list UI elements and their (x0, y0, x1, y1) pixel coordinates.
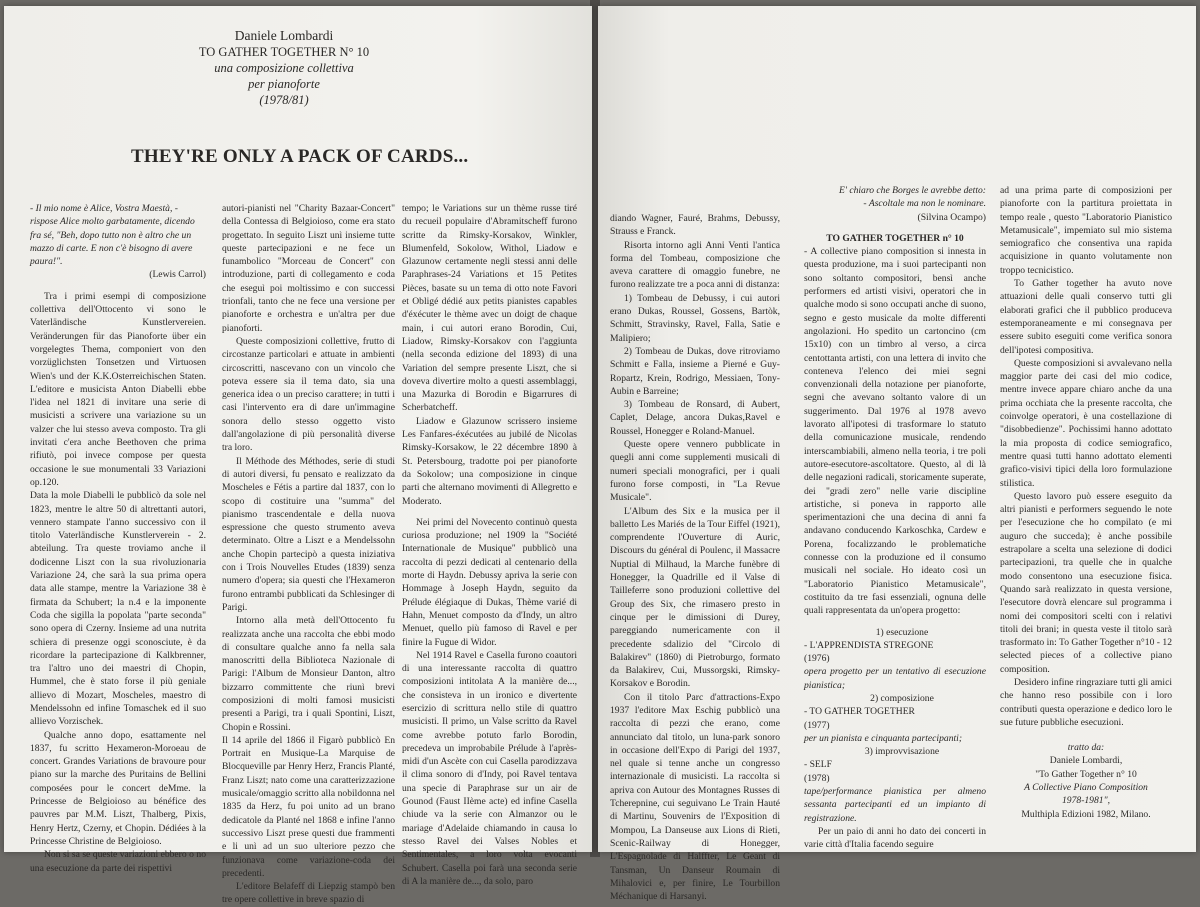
citation-line: 1978-1981", (1062, 795, 1110, 807)
paragraph: Queste composizioni collettive, frutto di circostanze particolari e attuate in ambienti circoscritti, nascevano con un vincolo che poteva essere sia il tema dato, sia una generica idea o un preciso carattere; in tutti i casi l'intervento era di dare un'immagine sonora dello stesso oggetto visto dall'angolazione di più personalità diverse tra loro. (222, 335, 395, 454)
list-item: - TO GATHER TOGETHER (804, 706, 915, 718)
citation-line: Multhipla Edizioni 1982, Milano. (1021, 808, 1151, 820)
list-item: (1978) (804, 772, 830, 784)
paragraph: Questo lavoro può essere eseguito da altri pianisti e performers seguendo le note per l'esecuzione che ho compilato (e mi auguro che succeda); è anche possibile estrapolare a scelta una selezione di dodici partecipazioni, tra quelle che in qualche modo consentono una esecuzione fisica. Quando sarà realizzato in questa versione, l'esecutore dovrà elencare sul programma i nomi dei compositori scelti con i relativi titoli dei brani; in questa veste il titolo sarà trasformato in: To Gather Together n°10 - 12 selected pieces of a collective piano composition. (1000, 490, 1172, 675)
citation-line: tratto da: (1067, 742, 1105, 754)
left-column-1 (30, 202, 206, 875)
list-item: (1976) (804, 653, 830, 665)
list-item: opera progetto per un tentativo di esecuzione pianistica; (804, 666, 986, 691)
right-column-1 (610, 212, 780, 903)
list-item: 3) Tombeau de Ronsard, di Aubert, Caplet, Delage, ancora Dukas,Ravel e Roussel, Honegger e Roland-Manuel. (610, 399, 780, 437)
citation-line: A Collective Piano Composition (1024, 782, 1148, 794)
left-page (4, 6, 592, 906)
section-heading: TO GATHER TOGETHER n° 10 (826, 232, 964, 244)
paragraph: L'editore Belafeff di Liepzig stampò ben tre opere collettive in breve spazio di (222, 881, 395, 906)
borges-quote-line-1: E' chiaro che Borges le avrebbe detto: (839, 185, 986, 196)
list-item: 3) improvvisazione (864, 746, 940, 758)
paragraph: autori-pianisti nel "Charity Bazaar-Concert" della Contessa di Belgioioso, come era stato progettato. In seguito Liszt unì insieme tutte queste partecipazioni e ne fece un funambolico "Morceau de Concert" con introduzione, parti di collegamento e coda che eseguì poi moltissimo e con successi trionfali, tanto che ne fece una versione per pianoforte e orchestra e un'altra per due pianoforti. (222, 203, 395, 334)
list-item: 1) esecuzione (875, 626, 929, 638)
paragraph: Data la mole Diabelli le pubblicò da sole nel 1823, mentre le altre 50 di altrettanti autori, vennero stampate l'anno successivo con il titolo Vaterländische Kunstlerverein - 2. abteilung. Tra queste troviamo anche il dodicenne Liszt con la sua rivoluzionaria Variazione 24, che sarà la sua prima opera data alle stampe, mentre la Variazione 38 è firmata da Schubert; la n.4 e la imponente Coda che sigilla la popolata "parte seconda" sono opera di Czerny. Insieme ad una nutrita schiera di presenze oggi sconosciute, è da ricordare la partecipazione di Kalkbrenner, tra l'altro uno dei maestri di Chopin, Hummel, che è stato forse il più geniale allievo di Mozart, Moscheles, maestro di Mendelssohn ed infine Tomaschek ed il suo allievo Vorzischek. (30, 490, 206, 728)
list-item: 2) Tombeau de Dukas, dove ritroviamo Schmitt e Falla, insieme a Pierné e Guy-Ropartz, Krein, Rodrigo, Messiaen, Tony-Aubin e Barreine; (610, 345, 780, 397)
main-title: THEY'RE ONLY A PACK OF CARDS... (131, 146, 469, 167)
left-column-3 (402, 202, 577, 888)
paragraph: Queste opere vennero pubblicate in quegli anni come supplementi musicali di numeri speciali monografici, per i quali furono forse composti, in "La Revue Musicale". (610, 439, 780, 504)
source-citation (1000, 741, 1172, 821)
list-item: (1977) (804, 719, 830, 731)
paragraph: Il Méthode des Méthodes, serie di studi di autori diversi, fu pensato e realizzato da Moscheles e Fétis a partire dal 1837, con lo scopo di costituire una "summa" del pianismo trascendentale e della nuova espressione che questo strumento aveva determinato. Oltre a Liszt e a Mendelssohn anche Chopin partecipò a questa iniziativa con i Trois Nouvelles Etudes (1839) senza numero d'opera; sia questi che l'Hexameron furono entrambi pubblicati da Schlesinger di Parigi. (222, 455, 395, 613)
work-years: (1978/81) (259, 93, 309, 107)
paragraph: Con il titolo Parc d'attractions-Expo 1937 l'editore Max Eschig pubblicò una raccolta di pezzi che erano, come annunciato dal titolo, un luna-park sonoro in occasione dell'Expo di Parigi del 1937, nel quale si tenne anche un congresso internazionale di musicisti. La raccolta si apriva con Autour des Montagnes Russes di Tcherepnine, cui seguivano Le Train Hauté di Martinu, Souvenirs de l'Exposition di Mompou, La Danseuse aux Lions di Rieti, Scenic-Railway di Honegger, L'Espagnolade di Halffter, Le Geant di Tansman, Un Danseur Roumain di Mihalovici e, per finire, Le Tourbillon Méchanique di Harsanyi. (610, 691, 780, 903)
borges-quote-line-2: - Ascoltale ma non le nominare. (863, 198, 986, 210)
work-subtitle-1: una composizione collettiva (214, 61, 354, 75)
paragraph: Il 14 aprile del 1866 il Figarò pubblicò En Portrait en Musique-La Marquise de Blocqueville par Henry Herz, Francis Planté, Franz Liszt; nato come una caratterizzazione musicale/omaggio scritto alla nobildonna nel 1835 da Herz, fu poi unito ad un brano dedicatole da Planté nel 1868 e infine l'anno successivo Liszt prese questi due frammenti e li unì ad un suo ulteriore pezzo che funzionava come variazione-coda dei precedenti. (222, 734, 395, 879)
work-title: TO GATHER TOGETHER N° 10 (198, 45, 370, 59)
right-column-3 (1000, 184, 1172, 821)
borges-quote-author: (Silvina Ocampo) (917, 211, 986, 223)
paragraph: diando Wagner, Fauré, Brahms, Debussy, Strauss e Franck. (610, 213, 780, 238)
author-name: Daniele Lombardi (234, 28, 334, 43)
alice-quote-author: (Lewis Carrol) (149, 269, 206, 281)
list-item: - SELF (804, 759, 832, 771)
work-subtitle-2: per pianoforte (248, 77, 320, 91)
citation-line: Daniele Lombardi, (1049, 755, 1123, 767)
list-item: - L'APPRENDISTA STREGONE (804, 639, 934, 651)
paragraph: Tra i primi esempi di composizione collettiva dell'Ottocento vi sono le Vaterländische Kunstlervereien. Veränderungen für das Pianoforte über ein vorgelegtes Thema, componiert von den vorzüglichsten Tonsetzen und Virtuosen Wien's und der K.K.Osterreichischen Staten. L'editore e musicista Anton Diabelli ebbe l'idea nel 1821 di invitare una serie di musicisti a scrivere una variazione su un valzer che lui stesso aveva composto. Tra gli invitati c'era anche Beethoven che prima rifiutò, poi invece compose per questa occasione le sue monumentali 33 Variazioni op.120. (30, 290, 206, 488)
document-header (174, 28, 394, 108)
paragraph: To Gather together ha avuto nove attuazioni delle quali conservo tutti gli elaborati grafici che il pubblico produceva estemporaneamente e mi consegnava per essere subito eseguiti come verifica sonora dell'ipotesi compositiva. (1000, 278, 1172, 356)
alice-quote: - Il mio nome è Alice, Vostra Maestà, - rispose Alice molto garbatamente, dicendo fra sé, "Beh, dopo tutto non è altro che un mazzo di carte. E non c'è bisogno di avere paura!". (30, 203, 195, 268)
paragraph: Queste composizioni si avvalevano nella maggior parte dei casi del mio codice, mentre invece appare chiaro anche da una prima occhiata che la presente raccolta, che coinvolge operatori, è una costellazione di "disobbedienze". Pochissimi hanno adottato la mia proposta di codice semiografico, mentre quasi tutti hanno adottato elementi grafico-visivi tipici della loro formulazione stilistica. (1000, 357, 1172, 489)
paragraph: Risorta intorno agli Anni Venti l'antica forma del Tombeau, composizione che aveva carattere di omaggio funebre, ne furono realizzate tre a poca anni di distanza: (610, 239, 780, 291)
paragraph: - A collective piano composition si innesta in questa produzione, ma i suoi partecipanti non sono soltanto compositori, bensì anche performers ed artisti visivi, operatori che in qualche modo si sono occupati anche di suono, segno e gesto musicale da molte differenti angolazioni. Ho spedito un cartoncino (cm 15x10) con un timbro al verso, a circa centottanta artisti, con una lettera di invito che conteneva l'elenco dei miei segni convenzionali della notazione per pianoforte, segni che avevano soltanto valore di un suggerimento. Dal 1976 al 1978 avevo lavorato all'ipotesi di trasformare lo statuto della comunicazione musicale, rendendo interscambiabili, almeno nella teoria, i tre poli autore-esecutore-ascoltatore. Questo, al di là delle negazioni radicali, storicamente superate, dei "gradi zero" nelle varie discipline artistiche, si poneva in rapporto alle sperimentazioni che una decina di anni fa andavano conducendo Karkoschka, Cardew e Porena, focalizzando le problematiche connesse con la produzione ed il consumo musicali nel sociale. Ho ideato così un "Laboratorio Pianistico Metamusicale", costituito da tre fasi essenziali, ognuna delle quali rappresentata da un'opera progetto: (804, 246, 986, 617)
list-item: 2) composizione (870, 692, 934, 704)
paragraph: L'Album des Six e la musica per il balletto Les Mariés de la Tour Eiffel (1921), comprendente l'Ouverture di Auric, Discours du général di Poulenc, il Massacre Nuptial di Milhaud, la Marche funèbre di Honegger, la Quadrille ed il Valse di Tailleferre sono produzioni collettive del Group des Six, che rimasero presto in cinque per le dimissioni di Durey, pareggiando numericamente con il precedente sdalizio del "Circolo di Balakirev" (1860) di Pietroburgo, formato da Balakirev, Cui, Mussorgski, Rimsky-Korsakov e Borodin. (610, 505, 780, 690)
paragraph: tempo; le Variations sur un thème russe tiré du recueil populaire d'Abramitscheff furono scritte da Rimsky-Korsakov, Winkler, Blumenfeld, Sokolow, Withol, Liadow e Glazunow certamente negli stessi anni delle Paraphrases-24 Variations et 15 Petites Pièces, basate su un tema di otto note Favori et Obligé dédié aux petits pianistes capables d'éxécuter le thème avec un doigt de chaque main, i cui autori erano Borodin, Cui, Liadow, Rimsky-Korsakov con l'aggiunta (nella seconda edizione del 1893) di una Variation del sempre presente Liszt, che si doveva divertire molto a questi assemblaggi, una Mazurka di Borodin e Bigarrures di Scherbatcheff. (402, 203, 577, 414)
list-item: per un pianista e cinquanta partecipanti; (804, 732, 963, 744)
paragraph: Liadow e Glazunow scrissero insieme Les Fanfares-éxécutées au jubilé de Nicolas Rimsky-Korsakow, le 22 décembre 1890 à St. Petersbourg, tradotte poi per pianoforte da Sokolow; una composizione in cinque parti che alternano movimenti di Allegretto e Moderato. (402, 415, 577, 507)
paragraph: Nei primi del Novecento continuò questa curiosa produzione; nel 1909 la "Société Internationale de Musique" pubblicò una raccolta di pezzi dedicati al centenario della morte di Haydn. Debussy apriva la serie con Hommage à Joseph Haydn, seguito da Prélude élégiaque di Dukas, Thème varié di Hahn, Menuet composto da d'Indy, un altro Menuet, quello più famoso di Ravel e per finire la Fugue di Widor. (402, 516, 577, 648)
list-item: tape/performance pianistica per almeno sessanta partecipanti ed un impianto di registrazione. (804, 786, 986, 824)
paragraph: Nel 1914 Ravel e Casella furono coautori di una interessante raccolta di quattro composizioni intitolata A la manière de..., che consisteva in un ironico e divertente esercizio di scrittura nello stile di quattro musicisti. Il primo, un Valse scritto da Ravel come avrebbe potuto farlo Borodin, precedeva un improbabile Prélude à l'après-midi d'un Ascète con cui Casella parodizzava il clima sonoro di d'Indy, poi Ravel tentava una specie di Paraphrase sur un air de Gounod (Faust IIème acte) ed infine Casella chiude va la serie con Almanzor ou le mariage d'Adelaide chiamando in causa lo stesso Ravel dei Valses Nobles et Sentimentales, a loro volta evocanti Schubert. Casella poi farà una seconda serie di A la manière de..., da solo, paro (402, 649, 577, 887)
paragraph: Non si sa se queste variazioni ebbero o no una esecuzione da parte dei rispettivi (30, 849, 206, 874)
citation-line: "To Gather Together n° 10 (1035, 768, 1137, 780)
paragraph: Desidero infine ringraziare tutti gli amici che hanno reso possibile con i loro contributi questa operazione e dedico loro le sue future pubbliche esecuzioni. (1000, 676, 1172, 728)
right-column-2 (804, 184, 986, 852)
left-column-2 (222, 202, 395, 907)
list-item: 1) Tombeau de Debussy, i cui autori erano Dukas, Roussel, Gossens, Bartòk, Schmitt, Stravinsky, Ravel, Falla, Satie e Malipiero; (610, 292, 780, 344)
paragraph: Intorno alla metà dell'Ottocento fu realizzata anche una raccolta che ebbi modo di consultare qualche anno fa nella sala manoscritti della Biblioteca Nazionale di Parigi: l'Album de Monsieur Danton, altro bizzarro committente che riunì brevi composizioni di molti famosi musicisti presenti a Parigi, tra i quali Spontini, Liszt, Chopin e Rossini. (222, 615, 395, 733)
right-page (598, 6, 1196, 903)
paragraph: Qualche anno dopo, esattamente nel 1837, fu scritto Hexameron-Moroeau de concert. Grandes Variations de bravoure pour piano sur la marche des Puritains de Bellini composées pour le concert deMme. la Princesse de Belgioioso au bénéfice des pauvres par M.M. Liszt, Thalberg, Pixis, Henry Hertz, Czerny, et Chopin. Dédiées à la Princesse Christine de Belgioioso. (30, 729, 206, 847)
paragraph: Per un paio di anni ho dato dei concerti in varie città d'Italia facendo seguire (804, 825, 986, 851)
paragraph: ad una prima parte di composizioni per pianoforte con la partitura proiettata in tempo reale , questo "Laboratorio Pianistico Metamusicale", impemiato sul mio sistema semiografico che consentiva una rapida acquisizione in quanto volutamente non troppo tecnicistico. (1000, 185, 1172, 276)
